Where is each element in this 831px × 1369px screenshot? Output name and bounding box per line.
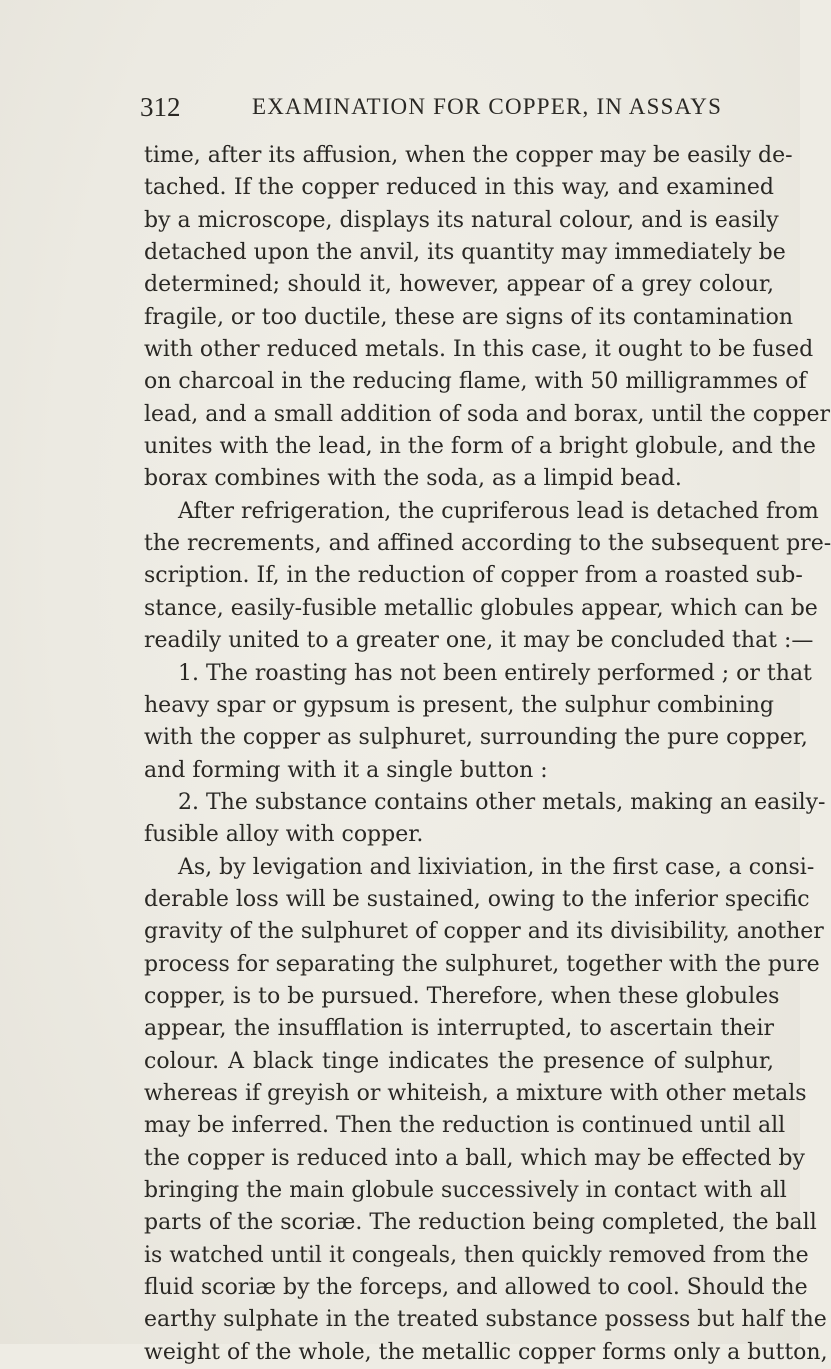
- text-line: on charcoal in the reducing flame, with 50 milligrammes of: [144, 369, 807, 395]
- text-line: with other reduced metals. In this case, it ought to be fused: [144, 337, 814, 363]
- text-line: borax combines with the soda, as a limpid bead.: [144, 466, 682, 492]
- text-line: detached upon the anvil, its quantity may immediately be: [144, 240, 786, 266]
- running-title: EXAMINATION FOR COPPER, IN ASSAYS: [252, 94, 723, 119]
- text-line: by a microscope, displays its natural colour, and is easily: [144, 207, 779, 233]
- text-line: weight of the whole, the metallic copper forms only a button,: [144, 1339, 828, 1365]
- text-line: whereas if greyish or whiteish, a mixture with other metals: [144, 1080, 807, 1106]
- text-line: gravity of the sulphuret of copper and its divisibility, another: [144, 919, 824, 945]
- text-line: derable loss will be sustained, owing to the inferior specific: [144, 886, 810, 912]
- text-line: scription. If, in the reduction of copper from a roasted sub-: [144, 563, 803, 589]
- text-line: colour. A black tinge indicates the presence of sulphur,: [144, 1048, 774, 1074]
- text-line: lead, and a small addition of soda and borax, until the copper: [144, 401, 831, 427]
- page-number: 312: [140, 92, 181, 122]
- text-line: time, after its affusion, when the copper may be easily de-: [144, 143, 793, 168]
- text-line: process for separating the sulphuret, together with the pure: [144, 951, 820, 977]
- text-line: determined; should it, however, appear of a grey colour,: [144, 272, 774, 298]
- text-line: bringing the main globule successively in contact with all: [144, 1178, 787, 1203]
- text-line: fragile, or too ductile, these are signs of its contamination: [144, 304, 794, 330]
- body-text: [144, 140, 831, 1369]
- text-line: with the copper as sulphuret, surrounding the pure copper,: [144, 725, 808, 751]
- text-line: heavy spar or gypsum is present, the sulphur combining: [144, 692, 774, 718]
- text-line: parts of the scoriæ. The reduction being completed, the ball: [144, 1210, 817, 1236]
- text-line: 2. The substance contains other metals, making an easily-: [178, 789, 826, 815]
- text-line: the copper is reduced into a ball, which may be effected by: [144, 1145, 805, 1171]
- text-line: and forming with it a single button :: [144, 757, 548, 783]
- text-line: stance, easily-fusible metallic globules appear, which can be: [144, 595, 818, 621]
- text-line: 1. The roasting has not been entirely performed ; or that: [178, 660, 812, 686]
- text-line: As, by levigation and lixiviation, in the first case, a consi-: [178, 854, 815, 880]
- text-line: is watched until it congeals, then quickly removed from the: [144, 1242, 809, 1268]
- text-line: appear, the insufflation is interrupted, to ascertain their: [144, 1016, 774, 1042]
- text-line: readily united to a greater one, it may be concluded that :—: [144, 628, 814, 654]
- text-line: may be inferred. Then the reduction is continued until all: [144, 1113, 786, 1139]
- running-head: [140, 92, 780, 126]
- text-line: earthy sulphate in the treated substance possess but half the: [144, 1307, 827, 1333]
- text-line: fluid scoriæ by the forceps, and allowed to cool. Should the: [144, 1275, 808, 1301]
- text-line: the recrements, and affined according to the subsequent pre-: [144, 531, 831, 557]
- text-line: copper, is to be pursued. Therefore, when these globules: [144, 983, 780, 1009]
- text-line: tached. If the copper reduced in this way, and examined: [144, 175, 774, 201]
- text-line: unites with the lead, in the form of a bright globule, and the: [144, 434, 816, 460]
- text-line: fusible alloy with copper.: [144, 822, 424, 848]
- text-line: After refrigeration, the cupriferous lead is detached from: [178, 498, 819, 524]
